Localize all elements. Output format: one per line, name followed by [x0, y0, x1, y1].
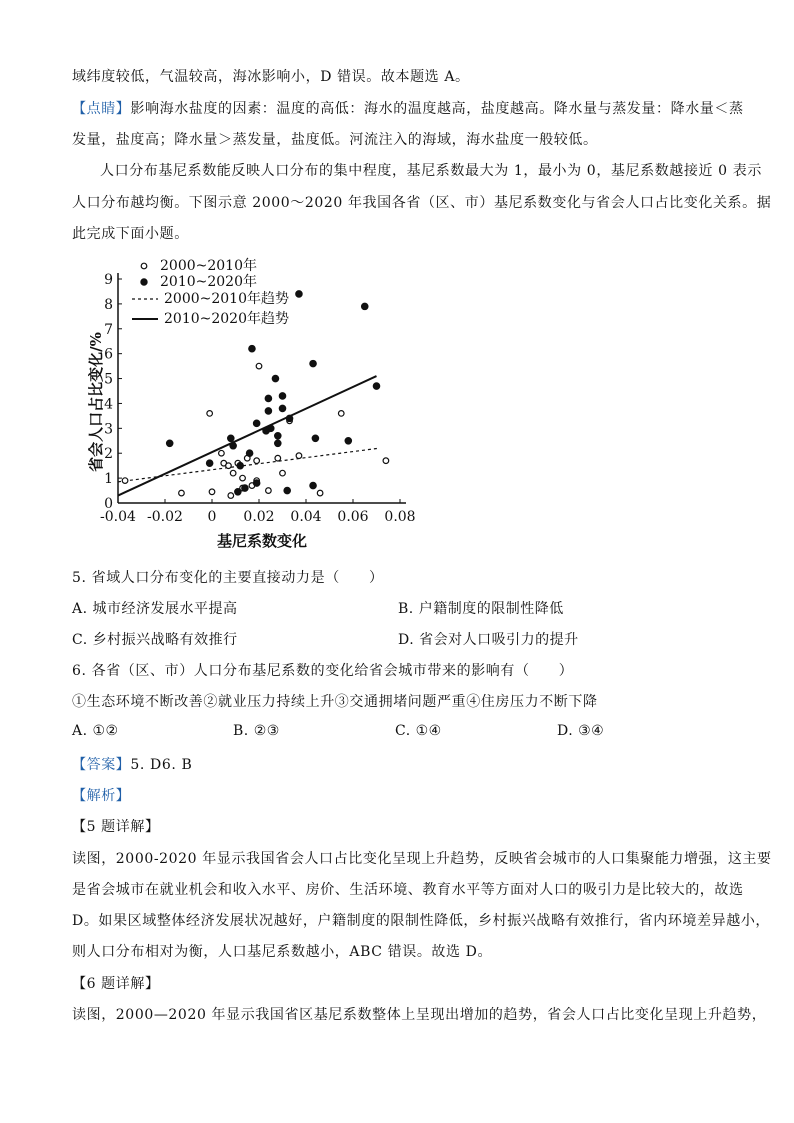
detail-5-line-2: 是省会城市在就业机会和收入水平、房价、生活环境、教育水平等方面对人口的吸引力是比较大的，故选 [72, 882, 744, 898]
answer-line [72, 754, 192, 774]
y-tick-label: 7 [104, 321, 113, 338]
point-2010-2020 [265, 408, 271, 414]
point-2010-2020 [265, 395, 271, 401]
point-2010-2020 [286, 415, 292, 421]
point-2000-2010 [228, 493, 234, 499]
answer-text: 5. D6. B [130, 757, 193, 773]
q6-option-c[interactable]: C. ①④ [395, 723, 442, 739]
point-2010-2020 [310, 482, 316, 488]
point-2000-2010 [317, 490, 323, 496]
detail-6-tag: 【6 题详解】 [72, 976, 160, 992]
point-2000-2010 [122, 478, 128, 484]
y-tick-label: 8 [104, 296, 113, 313]
p1: 域纬度较低，气温较高，海冰影响小，D 错误。故本题选 A。 [72, 69, 470, 85]
scatter-chart [70, 255, 430, 555]
q6-option-b[interactable]: B. ②③ [233, 723, 280, 739]
point-2010-2020 [167, 440, 173, 446]
q5-option-c[interactable]: C. 乡村振兴战略有效推行 [72, 632, 238, 648]
legend-label: 2010~2020年趋势 [164, 311, 289, 327]
y-tick-label: 2 [104, 446, 113, 463]
x-tick-label: 0.08 [384, 509, 416, 525]
x-tick-label: 0.06 [337, 509, 369, 525]
q5: 5. 省域人口分布变化的主要直接动力是（ ） [72, 570, 384, 586]
point-2000-2010 [280, 470, 286, 476]
analysis-tag: 【解析】 [72, 788, 131, 804]
x-tick-label: -0.02 [147, 509, 183, 525]
point-2000-2010 [219, 450, 225, 456]
y-axis-label: 省会人口占比变化/% [87, 332, 105, 472]
q6-option-d[interactable]: D. ③④ [557, 723, 605, 739]
point-2000-2010 [256, 363, 262, 369]
point-2010-2020 [246, 450, 252, 456]
point-2010-2020 [284, 487, 290, 493]
point-2000-2010 [207, 411, 213, 417]
point-2000-2010 [240, 475, 246, 481]
detail-5-line-4: 则人口分布相对为衡，人口基尼系数越小，ABC 错误。故选 D。 [72, 944, 493, 960]
y-tick-label: 0 [104, 496, 113, 512]
point-2000-2010 [266, 488, 272, 494]
q6-option-a[interactable]: A. ①② [72, 723, 119, 739]
detail-5-tag: 【5 题详解】 [72, 819, 160, 835]
y-tick-label: 5 [104, 371, 113, 388]
x-tick-label: 0.02 [243, 509, 275, 525]
point-2000-2010 [275, 455, 281, 461]
point-2010-2020 [272, 375, 278, 381]
p2 [72, 98, 744, 118]
legend-label: 2010~2020年 [160, 274, 257, 290]
legend-marker-open [141, 263, 147, 269]
point-2000-2010 [338, 411, 344, 417]
point-2010-2020 [310, 360, 316, 366]
chart-ticks [100, 272, 416, 525]
point-2000-2010 [296, 453, 302, 459]
y-tick-label: 4 [104, 396, 113, 413]
legend-marker-filled [141, 279, 147, 285]
p2-tag: 【点睛】 [72, 101, 131, 117]
point-2010-2020 [242, 485, 248, 491]
p2-text: 影响海水盐度的因素：温度的高低：海水的温度越高，盐度越高。降水量与蒸发量：降水量＜蒸 [130, 101, 744, 117]
p5: 人口分布越均衡。下图示意 2000～2020 年我国各省（区、市）基尼系数变化与省会人口占比变化关系。据 [72, 195, 772, 211]
point-2010-2020 [206, 460, 212, 466]
legend-label: 2000~2010年趋势 [164, 291, 289, 307]
point-2010-2020 [279, 393, 285, 399]
chart-trend-lines [118, 376, 379, 495]
x-axis-label: 基尼系数变化 [216, 532, 308, 550]
point-2010-2020 [345, 438, 351, 444]
x-tick-label: 0.04 [290, 509, 322, 525]
q5-option-b[interactable]: B. 户籍制度的限制性降低 [398, 601, 564, 617]
point-2010-2020 [373, 383, 379, 389]
point-2000-2010 [383, 458, 389, 464]
trend-line [118, 376, 377, 495]
point-2000-2010 [254, 458, 260, 464]
p4: 人口分布基尼系数能反映人口分布的集中程度，基尼系数最大为 1，最小为 0，基尼系数越接近 0 表示 [100, 163, 762, 179]
point-2010-2020 [235, 489, 241, 495]
point-2010-2020 [228, 435, 234, 441]
point-2010-2020 [237, 462, 243, 468]
q5-option-d[interactable]: D. 省会对人口吸引力的提升 [398, 632, 579, 648]
point-2010-2020 [275, 433, 281, 439]
detail-5-line-3: D。如果区域整体经济发展状况越好，户籍制度的限制性降低，乡村振兴战略有效推行，省内环境差异越小， [72, 913, 771, 929]
point-2010-2020 [253, 420, 259, 426]
point-2000-2010 [209, 489, 215, 495]
point-2010-2020 [362, 303, 368, 309]
x-tick-label: -0.04 [100, 509, 136, 525]
point-2010-2020 [296, 291, 302, 297]
point-2000-2010 [179, 490, 185, 496]
chart-legend [132, 257, 289, 327]
point-2010-2020 [230, 443, 236, 449]
q5-option-a[interactable]: A. 城市经济发展水平提高 [72, 601, 238, 617]
detail-6-line-1: 读图，2000—2020 年显示我国省区基尼系数整体上呈现出增加的趋势，省会人口占比变化呈现上升趋势， [72, 1007, 767, 1023]
point-2000-2010 [226, 463, 232, 469]
point-2010-2020 [253, 480, 259, 486]
point-2010-2020 [279, 405, 285, 411]
y-tick-label: 3 [104, 421, 113, 438]
p3: 发量，盐度高；降水量＞蒸发量，盐度低。河流注入的海域，海水盐度一般较低。 [72, 132, 598, 148]
y-tick-label: 1 [104, 471, 113, 488]
point-2010-2020 [268, 425, 274, 431]
point-2010-2020 [312, 435, 318, 441]
p6: 此完成下面小题。 [72, 226, 189, 242]
y-tick-label: 9 [104, 272, 113, 288]
x-tick-label: 0 [207, 509, 217, 525]
q6: 6. 各省（区、市）人口分布基尼系数的变化给省会城市带来的影响有（ ） [72, 663, 574, 679]
legend-label: 2000~2010年 [160, 258, 257, 274]
answer-tag: 【答案】 [72, 757, 131, 773]
point-2010-2020 [249, 345, 255, 351]
y-tick-label: 6 [104, 346, 113, 363]
q6-items: ①生态环境不断改善②就业压力持续上升③交通拥堵问题严重④住房压力不断下降 [72, 694, 598, 710]
detail-5-line-1: 读图，2000-2020 年显示我国省会人口占比变化呈现上升趋势，反映省会城市的人口集聚能力增强，这主要 [72, 851, 772, 867]
point-2000-2010 [230, 470, 236, 476]
point-2010-2020 [275, 440, 281, 446]
